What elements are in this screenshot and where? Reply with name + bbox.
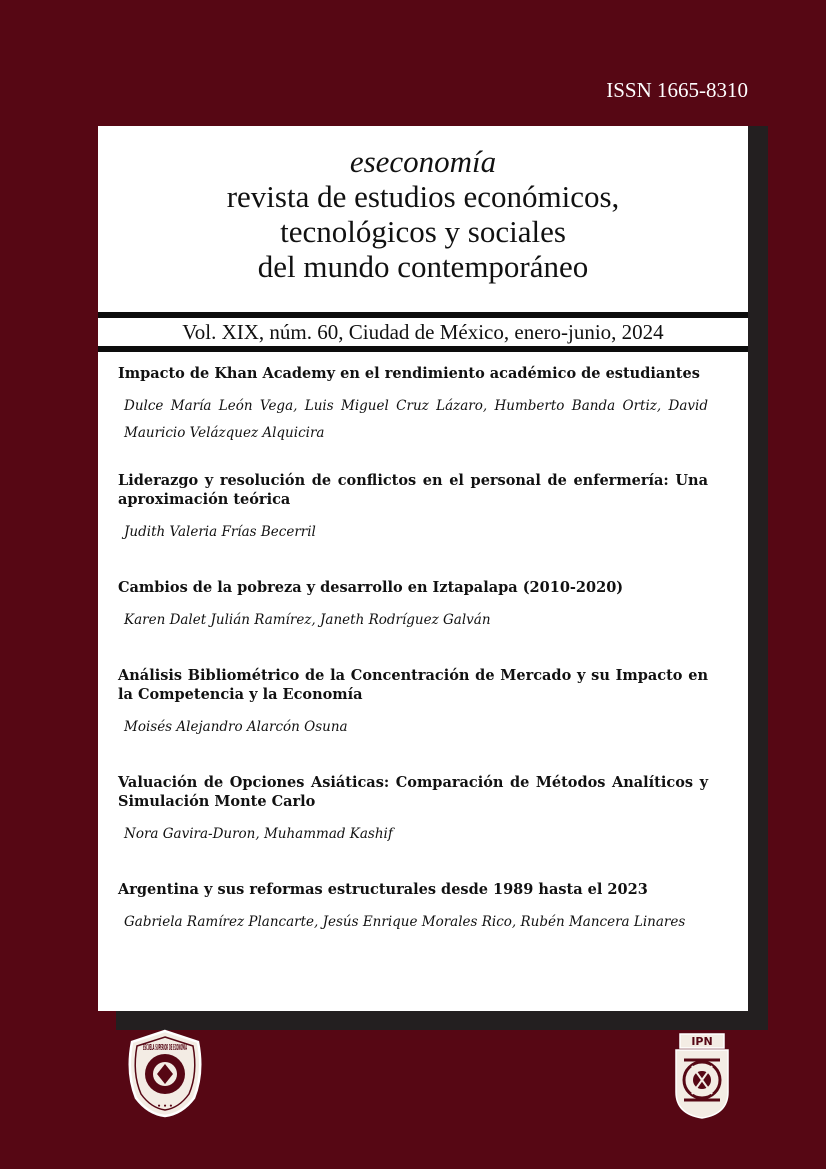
article-entry	[118, 578, 708, 634]
divider-top	[98, 312, 748, 318]
journal-subtitle-line: revista de estudios económicos,	[226, 179, 620, 214]
article-entry	[118, 880, 708, 936]
cover-content-panel	[98, 126, 748, 1011]
article-title: Argentina y sus reformas estructurales desde 1989 hasta el 2023	[118, 881, 648, 898]
article-entry	[118, 471, 708, 546]
journal-title-block	[98, 144, 748, 284]
article-entry	[118, 773, 708, 848]
volume-info: Vol. XIX, núm. 60, Ciudad de México, enero-junio, 2024	[182, 320, 664, 344]
journal-subtitle-line: tecnológicos y sociales	[280, 214, 566, 249]
svg-text:• • •: • • •	[157, 1103, 173, 1110]
article-authors: Judith Valeria Frías Becerril	[124, 524, 316, 540]
seal-text: ESCUELA SUPERIOR DE ECONOMÍA	[143, 1043, 299, 1052]
ipn-text: IPN	[691, 1035, 713, 1048]
article-title: Impacto de Khan Academy en el rendimiento académico de estudiantes	[118, 365, 700, 382]
article-authors: Moisés Alejandro Alarcón Osuna	[124, 719, 348, 735]
article-title: Análisis Bibliométrico de la Concentración de Mercado y su Impacto en la Competencia y la Economía	[118, 667, 708, 703]
article-authors: Nora Gavira-Duron, Muhammad Kashif	[124, 826, 393, 842]
article-title: Cambios de la pobreza y desarrollo en Iztapalapa (2010-2020)	[118, 579, 624, 596]
ese-seal-logo	[124, 1028, 299, 1118]
article-authors: Gabriela Ramírez Plancarte, Jesús Enrique Morales Rico, Rubén Mancera Linares	[124, 914, 686, 930]
article-entry	[118, 666, 708, 741]
divider-bottom	[98, 346, 748, 352]
issn-number: ISSN 1665-8310	[606, 78, 748, 102]
article-title: Liderazgo y resolución de conflictos en el personal de enfermería: Una aproximación teórica	[118, 472, 708, 508]
article-authors: Karen Dalet Julián Ramírez, Janeth Rodríguez Galván	[124, 612, 491, 628]
article-entry	[118, 364, 708, 447]
article-title: Valuación de Opciones Asiáticas: Comparación de Métodos Analíticos y Simulación Monte Carlo	[118, 774, 708, 810]
article-authors: Dulce María León Vega, Luis Miguel Cruz Lázaro, Humberto Banda Ortiz, David Mauricio Velázquez Alquicira	[124, 398, 708, 441]
ipn-logo	[670, 1030, 734, 1120]
journal-subtitle-line: del mundo contemporáneo	[257, 249, 589, 284]
journal-name: eseconomía	[349, 144, 497, 179]
